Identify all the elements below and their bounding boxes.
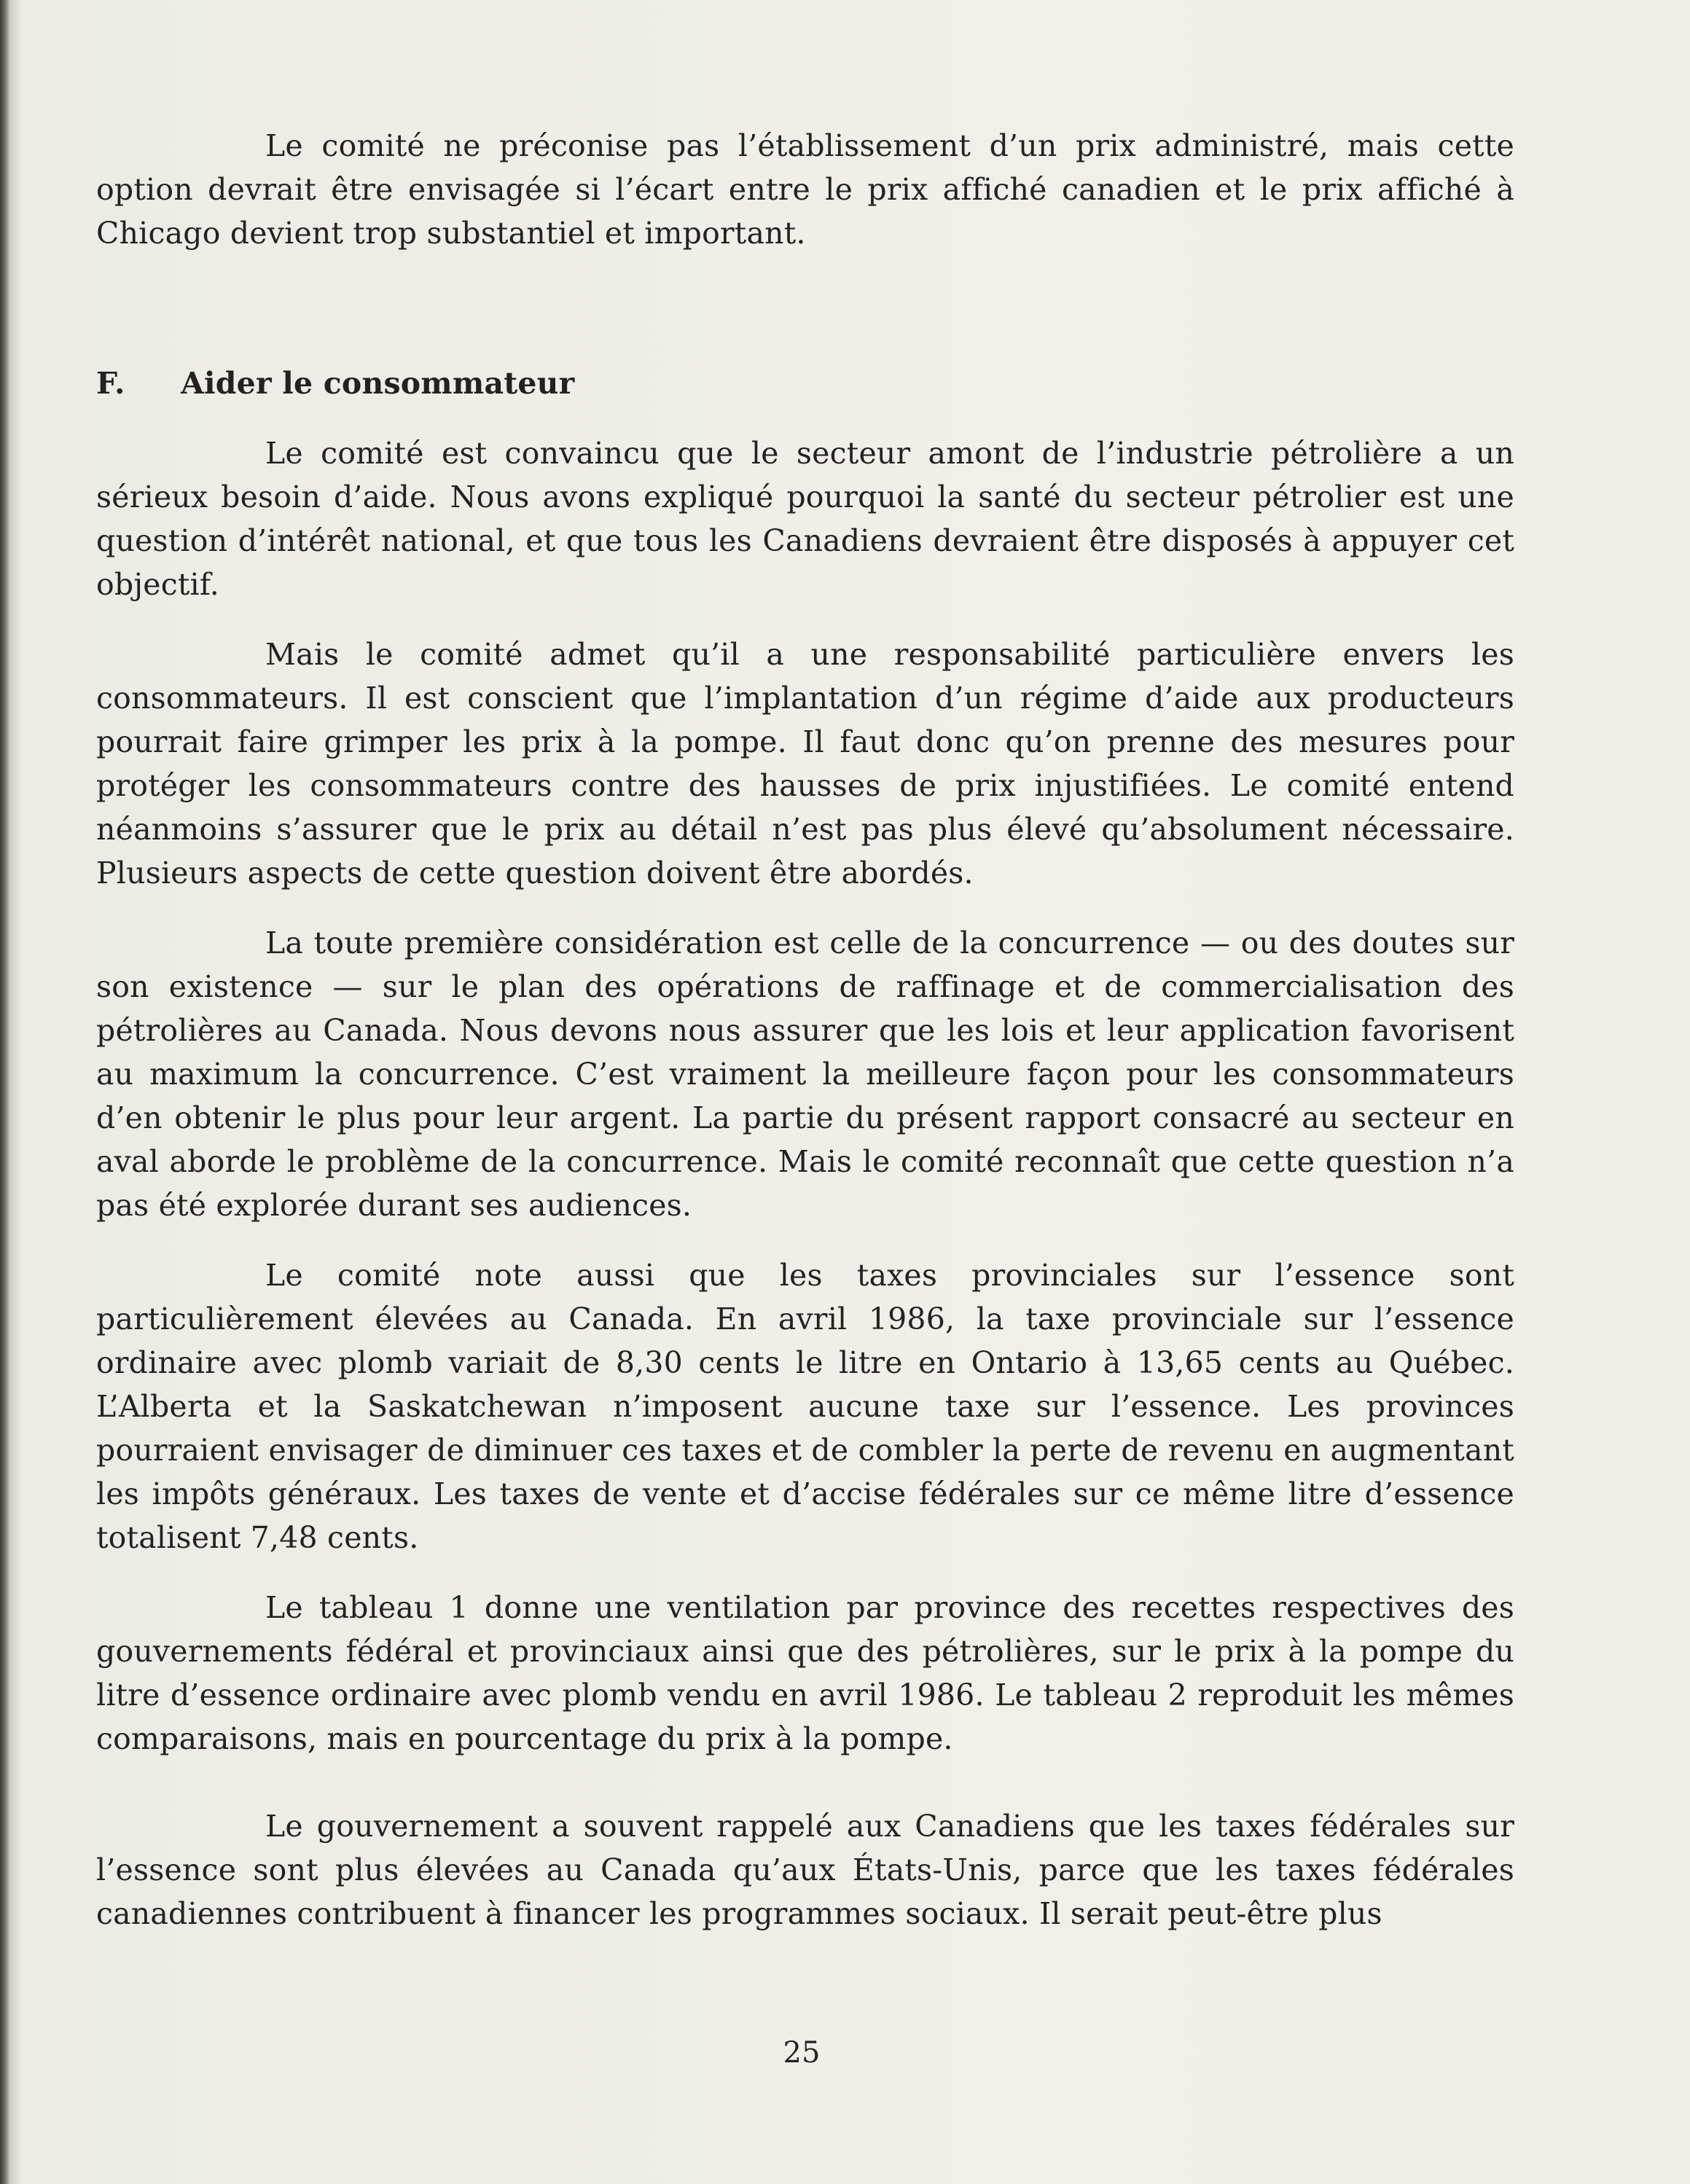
section-letter: F. xyxy=(96,366,125,401)
paragraph-5: Le tableau 1 donne une ventilation par province des recettes respectives des gouvernements fédéral et provinciaux ainsi que des pétrolières, sur le prix à la pompe du litre d’essence ordinaire avec plomb vendu en avril 1986. Le tableau 2 reproduit les mêmes comparaisons, mais en pourcentage du prix à la pompe. xyxy=(96,1590,1514,1756)
paragraph-4: Le comité note aussi que les taxes provinciales sur l’essence sont particulièrement élevées au Canada. En avril 1986, la taxe provinciale sur l’essence ordinaire avec plomb variait de 8,30 cents le litre en Ontario à 13,65 cents au Québec. L’Alberta et la Saskatchewan n’imposent aucune taxe sur l’essence. Les provinces pourraient envisager de diminuer ces taxes et de combler la perte de revenu en augmentant les impôts généraux. Les taxes de vente et d’accise fédérales sur ce même litre d’essence totalisent 7,48 cents. xyxy=(96,1258,1514,1555)
document-body xyxy=(96,124,1514,1936)
paragraph-2: Mais le comité admet qu’il a une responsabilité particulière envers les consommateurs. Il est conscient que l’implantation d’un régime d’aide aux producteurs pourrait faire grimper les prix à la pompe. Il faut donc qu’on prenne des mesures pour protéger les consommateurs contre des hausses de prix injustifiées. Le comité entend néanmoins s’assurer que le prix au détail n’est pas plus élevé qu’absolument nécessaire. Plusieurs aspects de cette question doivent être abordés. xyxy=(96,637,1514,891)
paragraph-1: Le comité est convaincu que le secteur amont de l’industrie pétrolière a un sérieux besoin d’aide. Nous avons expliqué pourquoi la santé du secteur pétrolier est une question d’intérêt national, et que tous les Canadiens devraient être disposés à appuyer cet objectif. xyxy=(96,436,1514,602)
section-title: Aider le consommateur xyxy=(181,366,575,401)
page-number: 25 xyxy=(783,2036,821,2070)
paragraph-3: La toute première considération est celle de la concurrence — ou des doutes sur son existence — sur le plan des opérations de raffinage et de commercialisation des pétrolières au Canada. Nous devons nous assurer que les lois et leur application favorisent au maximum la concurrence. C’est vraiment la meilleure façon pour les consommateurs d’en obtenir le plus pour leur argent. La partie du présent rapport consacré au secteur en aval aborde le problème de la concurrence. Mais le comité reconnaît que cette question n’a pas été explorée durant ses audiences. xyxy=(96,925,1514,1223)
section-heading xyxy=(96,361,1514,405)
paragraph-intro: Le comité ne préconise pas l’établissement d’un prix administré, mais cette option devrait être envisagée si l’écart entre le prix affiché canadien et le prix affiché à Chicago devient trop substantiel et important. xyxy=(96,128,1514,251)
paragraph-6: Le gouvernement a souvent rappelé aux Canadiens que les taxes fédérales sur l’essence sont plus élevées au Canada qu’aux États-Unis, parce que les taxes fédérales canadiennes contribuent à financer les programmes sociaux. Il serait peut-être plus xyxy=(96,1809,1514,1931)
